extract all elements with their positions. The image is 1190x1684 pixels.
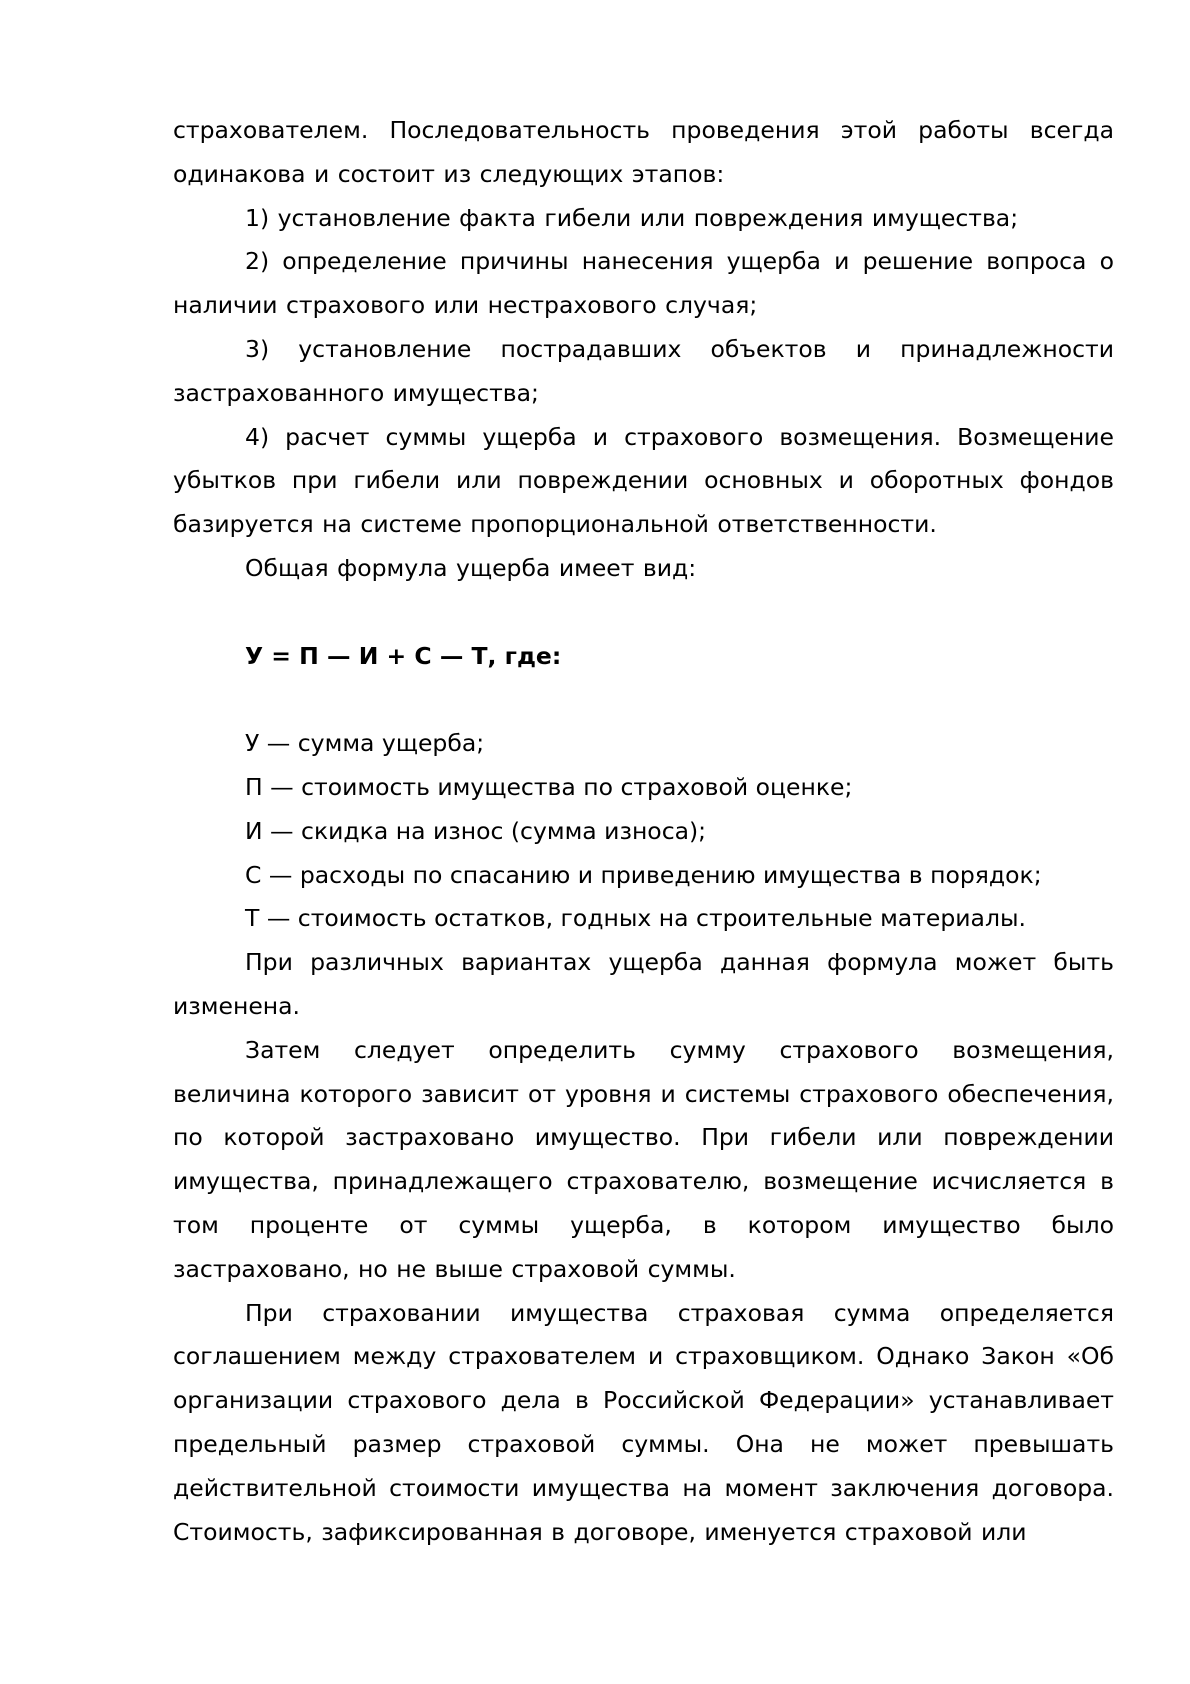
definition-p: П — стоимость имущества по страховой оценке;: [245, 772, 853, 801]
definition-u: У — сумма ущерба;: [245, 729, 485, 758]
paragraph-variants: При различных вариантах ущерба данная формула может быть изменена.: [173, 948, 1114, 1020]
damage-formula: У = П — И + С — Т, где:: [245, 641, 562, 670]
step-4: 4) расчет суммы ущерба и страхового возмещения. Возмещение убытков при гибели или повреждении основных и оборотных фондов базируется на системе пропорциональной ответственности.: [173, 422, 1114, 539]
definition-t: Т — стоимость остатков, годных на строительные материалы.: [245, 904, 1026, 933]
spacer: [173, 591, 1114, 635]
spacer: [173, 678, 1114, 722]
paragraph-compensation: Затем следует определить сумму страхового возмещения, величина которого зависит от уровня и системы страхового обеспечения, по которой застраховано имущество. При гибели или повреждении имущества, принадлежащего страхователю, возмещение исчисляется в том проценте от суммы ущерба, в котором имущество было застраховано, но не выше страховой суммы.: [173, 1035, 1114, 1283]
step-1: 1) установление факта гибели или повреждения имущества;: [245, 203, 1019, 232]
definition-s: С — расходы по спасанию и приведению имущества в порядок;: [245, 860, 1042, 889]
formula-intro: Общая формула ущерба имеет вид:: [245, 553, 697, 582]
step-2: 2) определение причины нанесения ущерба и решение вопроса о наличии страхового или нестрахового случая;: [173, 247, 1114, 320]
document-page: [173, 109, 1114, 1554]
paragraph-insured-sum: При страховании имущества страховая сумма определяется соглашением между страхователем и страховщиком. Однако Закон «Об организации страхового дела в Российской Федерации» устанавливает предельный размер страховой суммы. Она не может превышать действительной стоимости имущества на момент заключения договора. Стоимость, зафиксированная в договоре, именуется страховой или: [173, 1298, 1114, 1546]
definition-i: И — скидка на износ (сумма износа);: [245, 816, 707, 845]
step-3: 3) установление пострадавших объектов и принадлежности застрахованного имущества;: [173, 334, 1114, 407]
paragraph-intro: страхователем. Последовательность проведения этой работы всегда одинакова и состоит из следующих этапов:: [173, 116, 1114, 188]
